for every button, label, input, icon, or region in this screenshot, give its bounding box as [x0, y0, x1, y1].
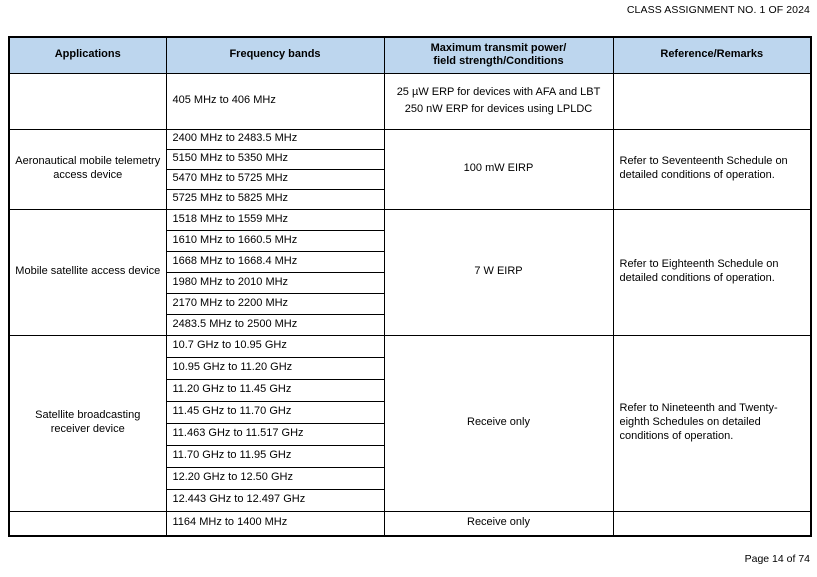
frequency-band-cell: 10.7 GHz to 10.95 GHz	[166, 335, 384, 357]
table-row	[9, 73, 811, 129]
power-cell: Receive only	[384, 511, 613, 536]
application-cell: Aeronautical mobile telemetry access device	[9, 129, 166, 209]
frequency-band-cell: 12.20 GHz to 12.50 GHz	[166, 467, 384, 489]
table-header-row	[9, 37, 811, 73]
frequency-band-cell: 5470 MHz to 5725 MHz	[166, 169, 384, 189]
column-header-applications: Applications	[9, 37, 166, 73]
frequency-band-cell: 1610 MHz to 1660.5 MHz	[166, 230, 384, 251]
frequency-band-cell: 2170 MHz to 2200 MHz	[166, 293, 384, 314]
application-cell: Mobile satellite access device	[9, 209, 166, 335]
remarks-cell	[613, 73, 811, 129]
frequency-band-cell: 5725 MHz to 5825 MHz	[166, 189, 384, 209]
frequency-allocation-table	[8, 36, 812, 537]
frequency-band-cell: 2400 MHz to 2483.5 MHz	[166, 129, 384, 149]
power-line: 25 µW ERP for devices with AFA and LBT	[396, 85, 601, 98]
frequency-band-cell: 10.95 GHz to 11.20 GHz	[166, 357, 384, 379]
frequency-band-cell: 11.20 GHz to 11.45 GHz	[166, 379, 384, 401]
page-number: Page 14 of 74	[744, 553, 810, 565]
frequency-band-cell: 11.45 GHz to 11.70 GHz	[166, 401, 384, 423]
application-cell	[9, 73, 166, 129]
frequency-band-cell: 5150 MHz to 5350 MHz	[166, 149, 384, 169]
column-header-reference-remarks: Reference/Remarks	[613, 37, 811, 73]
table-row	[9, 209, 811, 230]
frequency-band-cell: 1980 MHz to 2010 MHz	[166, 272, 384, 293]
frequency-band-cell: 12.443 GHz to 12.497 GHz	[166, 489, 384, 511]
table-row	[9, 511, 811, 536]
power-cell: Receive only	[384, 335, 613, 511]
frequency-band-cell: 1164 MHz to 1400 MHz	[166, 511, 384, 536]
frequency-band-cell: 1518 MHz to 1559 MHz	[166, 209, 384, 230]
power-line: 250 nW ERP for devices using LPLDC	[404, 102, 593, 115]
power-cell	[384, 73, 613, 129]
power-cell: 7 W EIRP	[384, 209, 613, 335]
remarks-cell: Refer to Seventeenth Schedule on detailed conditions of operation.	[613, 129, 811, 209]
frequency-band-cell: 2483.5 MHz to 2500 MHz	[166, 314, 384, 335]
column-header-frequency-bands: Frequency bands	[166, 37, 384, 73]
frequency-band-cell: 405 MHz to 406 MHz	[166, 73, 384, 129]
remarks-cell: Refer to Eighteenth Schedule on detailed conditions of operation.	[613, 209, 811, 335]
table-row	[9, 335, 811, 357]
frequency-band-cell: 1668 MHz to 1668.4 MHz	[166, 251, 384, 272]
application-cell: Satellite broadcasting receiver device	[9, 335, 166, 511]
class-assignment-note: CLASS ASSIGNMENT NO. 1 OF 2024	[626, 4, 810, 16]
remarks-cell: Refer to Nineteenth and Twenty-eighth Schedules on detailed conditions of operation.	[613, 335, 811, 511]
column-header-max-transmit-power: Maximum transmit power/ field strength/Conditions	[384, 37, 613, 73]
remarks-cell	[613, 511, 811, 536]
power-cell: 100 mW EIRP	[384, 129, 613, 209]
application-cell	[9, 511, 166, 536]
frequency-band-cell: 11.463 GHz to 11.517 GHz	[166, 423, 384, 445]
table-row	[9, 129, 811, 149]
frequency-band-cell: 11.70 GHz to 11.95 GHz	[166, 445, 384, 467]
